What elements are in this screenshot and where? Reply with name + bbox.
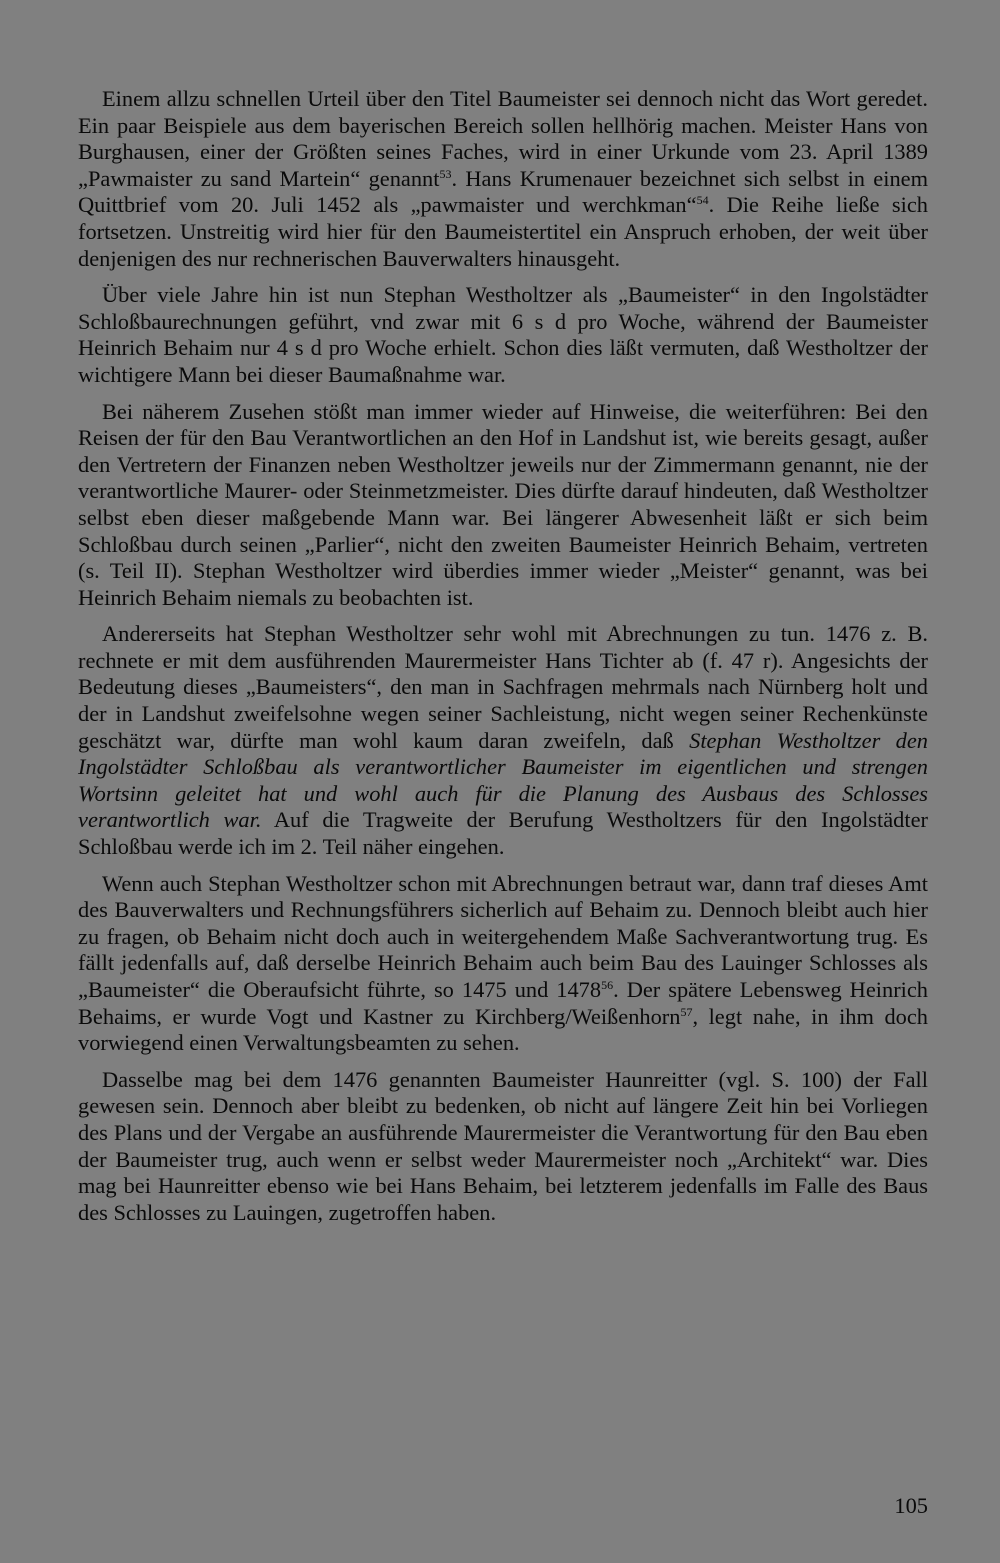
text-run: Dasselbe mag bei dem 1476 genannten Baumeister Haunreitter (vgl. S. 100) der Fall gewesen sein. Dennoch aber bleibt zu bedenken, ob nicht auf längere Zeit hin bei Vorliegen des Plans und der Vergabe an ausführende Maurermeister die Verantwortung für den Bau eben der Baumeister trug, auch wenn er selbst weder Maurermeister noch „Architekt“ war. Dies mag bei Haunreitter ebenso wie bei Hans Behaim, bei letzterem jedenfalls im Falle des Baus des Schlosses zu Lauingen, zugetroffen haben.	[78, 1066, 928, 1225]
text-run: Einem allzu schnellen Urteil über den Titel Baumeister sei dennoch nicht das Wort geredet. Ein paar Beispiele aus dem bayerischen Bereich sollen hellhörig machen. Meister Hans von Burghausen, einer der Größten seines Faches, wird in einer Urkunde vom 23. April 1389 „Pawmaister zu sand Martein“ genannt	[78, 86, 928, 191]
page-number: 105	[894, 1493, 928, 1518]
paragraph	[78, 86, 928, 272]
text-run: , legt nahe, in ihm doch vorwiegend einen Verwaltungsbeamten zu sehen.	[78, 1003, 928, 1056]
footnote-marker: 57	[680, 1004, 693, 1019]
book-page	[78, 86, 928, 1236]
footnote-marker: 54	[696, 193, 709, 208]
paragraph	[78, 399, 928, 612]
paragraph	[78, 1067, 928, 1227]
paragraph	[78, 282, 928, 388]
paragraph	[78, 621, 928, 860]
paragraph	[78, 871, 928, 1057]
text-run: Auf die Tragweite der Berufung Westholtzers für den Ingolstädter Schloßbau werde ich im 2. Teil näher eingehen.	[78, 807, 928, 860]
italic-text-run: Stephan Westholtzer den Ingolstädter Schloßbau als verantwortlicher Baumeister im eigentlichen und strengen Wortsinn geleitet hat und wohl auch für die Planung des Ausbaus des Schlosses verantwortlich war.	[78, 727, 928, 833]
footnote-marker: 53	[439, 166, 452, 181]
footnote-marker: 56	[601, 978, 614, 992]
text-run: . Der spätere Lebensweg Heinrich Behaims, er wurde Vogt und Kastner zu Kirchberg/Weißenhorn	[78, 977, 929, 1029]
text-run: . Hans Krumenauer bezeichnet sich selbst in einem Quittbrief vom 20. Juli 1452 als „pawmaister und werchkman“	[78, 165, 929, 218]
text-run: Bei näherem Zusehen stößt man immer wieder auf Hinweise, die weiterführen: Bei den Reisen der für den Bau Verantwortlichen an den Hof in Landshut ist, wie bereits gesagt, außer den Vertretern der Finanzen neben Westholtzer jeweils nur der Zimmermann genannt, nie der verantwortliche Maurer- oder Steinmetzmeister. Dies dürfte darauf hindeuten, daß Westholtzer selbst eben dieser maßgebende Mann war. Bei längerer Abwesenheit läßt er sich beim Schloßbau durch seinen „Parlier“, nicht den zweiten Baumeister Heinrich Behaim, vertreten (s. Teil II). Stephan Westholtzer wird überdies immer wieder „Meister“ genannt, was bei Heinrich Behaim niemals zu beobachten ist.	[78, 398, 928, 610]
text-run: Andererseits hat Stephan Westholtzer sehr wohl mit Abrechnungen zu tun. 1476 z. B. rechnete er mit dem ausführenden Maurermeister Hans Tichter ab (f. 47 r). Angesichts der Bedeutung dieses „Baumeisters“, den man in Sachfragen mehrmals nach Nürnberg holt und der in Landshut zweifelsohne wegen seiner Sachleistung, nicht wegen seiner Rechenkünste geschätzt war, dürfte man wohl kaum daran zweifeln, daß	[78, 621, 928, 753]
body-text	[78, 86, 928, 1226]
text-run: Über viele Jahre hin ist nun Stephan Westholtzer als „Baumeister“ in den Ingolstädter Schloßbaurechnungen geführt, vnd zwar mit 6 s d pro Woche, während der Baumeister Heinrich Behaim nur 4 s d pro Woche erhielt. Schon dies läßt vermuten, daß Westholtzer der wichtigere Mann bei dieser Baumaßnahme war.	[78, 282, 928, 387]
text-run: . Die Reihe ließe sich fortsetzen. Unstreitig wird hier für den Baumeistertitel ein Anspruch erhoben, der weit über denjenigen des nur rechnerischen Bauverwalters hinausgeht.	[78, 192, 928, 271]
text-run: Wenn auch Stephan Westholtzer schon mit Abrechnungen betraut war, dann traf dieses Amt des Bauverwalters und Rechnungsführers sicherlich auf Behaim zu. Dennoch bleibt auch hier zu fragen, ob Behaim nicht doch auch in weitergehendem Maße Sachverantwortung trug. Es fällt jedenfalls auf, daß derselbe Heinrich Behaim auch beim Bau des Lauinger Schlosses als „Baumeister“ die Oberaufsicht führte, so 1475 und 1478	[78, 870, 928, 1002]
